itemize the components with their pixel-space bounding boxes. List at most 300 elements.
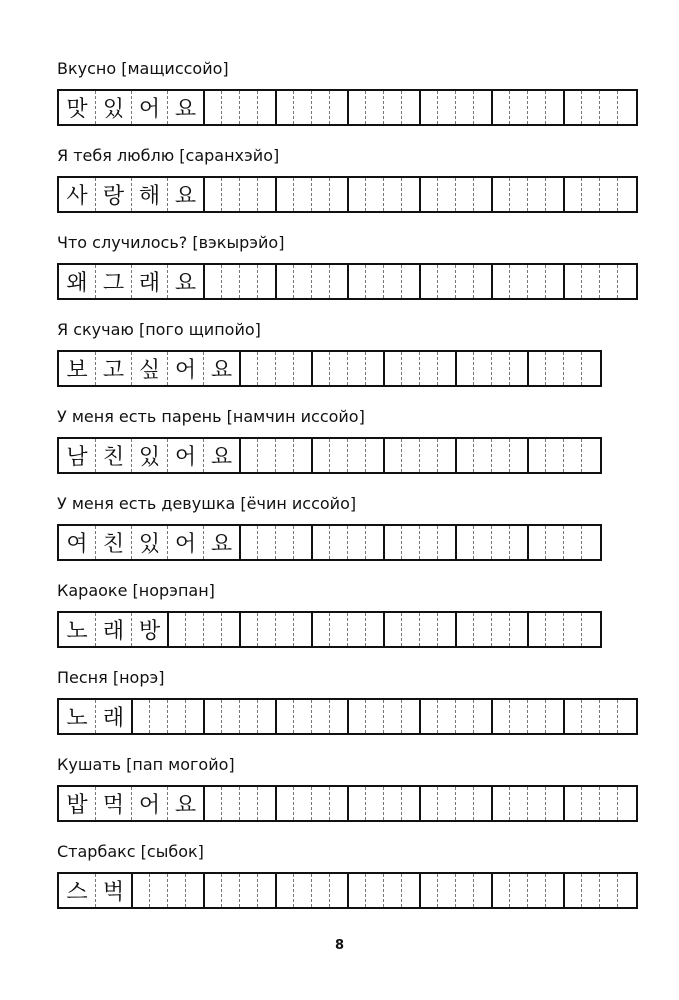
- practice-cell: [527, 526, 545, 559]
- practice-cell: [455, 787, 473, 820]
- practice-cell: [383, 178, 401, 211]
- row-label: Вкусно [мащиссойо]: [57, 59, 229, 78]
- grid-cell: [95, 178, 131, 211]
- practice-cell: [347, 265, 365, 298]
- practice-cell: [275, 526, 293, 559]
- practice-cell: [347, 613, 365, 646]
- writing-grid: [57, 611, 602, 648]
- practice-cell: [257, 265, 275, 298]
- practice-cell: [491, 700, 509, 733]
- practice-cell: [347, 178, 365, 211]
- practice-cell: [563, 91, 581, 124]
- hangul-syllable: 친: [102, 445, 125, 470]
- practice-cell: [365, 526, 383, 559]
- practice-cell: [545, 700, 563, 733]
- practice-cell: [311, 526, 329, 559]
- hangul-syllable: 요: [174, 271, 197, 296]
- practice-cell: [527, 178, 545, 211]
- practice-cell: [419, 178, 437, 211]
- practice-cell: [203, 613, 221, 646]
- practice-cell: [383, 439, 401, 472]
- practice-cell: [347, 700, 365, 733]
- practice-cell: [347, 874, 365, 907]
- practice-cell: [401, 265, 419, 298]
- grid-cell: [131, 439, 167, 472]
- grid-cell: [59, 352, 95, 385]
- practice-cell: [545, 439, 563, 472]
- hangul-syllable: 여: [66, 532, 88, 557]
- practice-cell: [293, 700, 311, 733]
- grid-cell: [59, 613, 95, 646]
- practice-cell: [419, 874, 437, 907]
- practice-cell: [185, 613, 203, 646]
- hangul-syllable: 요: [174, 793, 197, 818]
- practice-cell: [473, 613, 491, 646]
- practice-cell: [329, 787, 347, 820]
- practice-cell: [167, 874, 185, 907]
- practice-cell: [293, 178, 311, 211]
- practice-cell: [545, 526, 563, 559]
- practice-cell: [509, 700, 527, 733]
- practice-cell: [365, 352, 383, 385]
- practice-cell: [293, 526, 311, 559]
- practice-cell: [275, 700, 293, 733]
- practice-cell: [545, 874, 563, 907]
- practice-cell: [275, 352, 293, 385]
- practice-cell: [329, 265, 347, 298]
- practice-cell: [509, 613, 527, 646]
- practice-cell: [599, 787, 617, 820]
- practice-cell: [509, 439, 527, 472]
- practice-cell: [509, 352, 527, 385]
- row-label: Что случилось? [вэкырэйо]: [57, 233, 285, 252]
- practice-cell: [419, 526, 437, 559]
- practice-cell: [473, 178, 491, 211]
- grid-cell: [95, 874, 131, 907]
- practice-cell: [131, 700, 149, 733]
- practice-cell: [437, 700, 455, 733]
- grid-cell: [59, 91, 95, 124]
- grid-cell: [131, 526, 167, 559]
- practice-cell: [275, 265, 293, 298]
- hangul-syllable: 요: [210, 445, 233, 470]
- practice-cell: [365, 265, 383, 298]
- hangul-syllable: 노: [66, 706, 88, 731]
- practice-cell: [383, 787, 401, 820]
- practice-cell: [239, 91, 257, 124]
- practice-cell: [293, 874, 311, 907]
- practice-cell: [257, 178, 275, 211]
- grid-cell: [203, 352, 239, 385]
- grid-cell: [95, 613, 131, 646]
- grid-cell: [59, 526, 95, 559]
- practice-cell: [221, 787, 239, 820]
- practice-cell: [383, 700, 401, 733]
- practice-cell: [311, 613, 329, 646]
- practice-cell: [401, 700, 419, 733]
- writing-grid: [57, 350, 602, 387]
- practice-cell: [239, 439, 257, 472]
- practice-cell: [365, 178, 383, 211]
- practice-cell: [473, 91, 491, 124]
- practice-cell: [491, 526, 509, 559]
- practice-cell: [437, 352, 455, 385]
- grid-cell: [95, 787, 131, 820]
- practice-cell: [203, 700, 221, 733]
- practice-cell: [491, 787, 509, 820]
- practice-cell: [581, 700, 599, 733]
- practice-cell: [509, 265, 527, 298]
- hangul-syllable: 래: [138, 271, 161, 296]
- practice-cell: [509, 526, 527, 559]
- practice-cell: [581, 526, 599, 559]
- hangul-syllable: 그: [102, 271, 125, 296]
- practice-cell: [203, 178, 221, 211]
- row-label: Караоке [норэпан]: [57, 581, 215, 600]
- hangul-syllable: 먹: [102, 793, 125, 818]
- practice-cell: [455, 91, 473, 124]
- hangul-syllable: 요: [174, 184, 197, 209]
- practice-cell: [563, 787, 581, 820]
- practice-cell: [329, 352, 347, 385]
- hangul-syllable: 왜: [66, 271, 88, 296]
- practice-cell: [509, 178, 527, 211]
- practice-cell: [347, 352, 365, 385]
- practice-cell: [527, 874, 545, 907]
- writing-grid: [57, 698, 638, 735]
- hangul-syllable: 어: [174, 358, 197, 383]
- grid-cell: [203, 439, 239, 472]
- practice-cell: [581, 178, 599, 211]
- row-label: Старбакс [сыбок]: [57, 842, 204, 861]
- hangul-syllable: 보: [66, 358, 88, 383]
- grid-cell: [203, 526, 239, 559]
- practice-cell: [401, 874, 419, 907]
- grid-cell: [167, 178, 203, 211]
- practice-cell: [329, 874, 347, 907]
- practice-cell: [311, 265, 329, 298]
- hangul-syllable: 래: [102, 706, 125, 731]
- practice-cell: [383, 352, 401, 385]
- practice-cell: [275, 874, 293, 907]
- practice-cell: [617, 265, 635, 298]
- practice-cell: [437, 787, 455, 820]
- practice-cell: [545, 613, 563, 646]
- hangul-syllable: 어: [174, 532, 197, 557]
- practice-cell: [455, 874, 473, 907]
- practice-cell: [185, 700, 203, 733]
- practice-cell: [473, 526, 491, 559]
- practice-cell: [239, 265, 257, 298]
- practice-cell: [365, 613, 383, 646]
- practice-cell: [167, 613, 185, 646]
- practice-cell: [617, 700, 635, 733]
- practice-cell: [221, 265, 239, 298]
- practice-cell: [491, 91, 509, 124]
- practice-cell: [365, 700, 383, 733]
- practice-cell: [149, 874, 167, 907]
- practice-cell: [491, 352, 509, 385]
- practice-cell: [437, 613, 455, 646]
- hangul-syllable: 고: [102, 358, 125, 383]
- hangul-syllable: 랑: [102, 184, 125, 209]
- practice-cell: [509, 874, 527, 907]
- row-label: У меня есть парень [намчин иссойо]: [57, 407, 365, 426]
- practice-cell: [365, 787, 383, 820]
- hangul-syllable: 어: [138, 793, 161, 818]
- practice-cell: [437, 265, 455, 298]
- practice-cell: [473, 700, 491, 733]
- practice-cell: [599, 700, 617, 733]
- practice-cell: [563, 265, 581, 298]
- practice-cell: [257, 787, 275, 820]
- hangul-syllable: 있: [138, 445, 161, 470]
- grid-cell: [95, 439, 131, 472]
- practice-cell: [437, 91, 455, 124]
- hangul-syllable: 있: [102, 97, 125, 122]
- practice-cell: [581, 352, 599, 385]
- practice-cell: [293, 352, 311, 385]
- practice-cell: [401, 787, 419, 820]
- row-label: Песня [норэ]: [57, 668, 165, 687]
- practice-cell: [419, 265, 437, 298]
- practice-cell: [437, 439, 455, 472]
- hangul-syllable: 밥: [66, 793, 88, 818]
- practice-cell: [221, 91, 239, 124]
- practice-cell: [365, 91, 383, 124]
- practice-cell: [455, 526, 473, 559]
- practice-cell: [329, 439, 347, 472]
- practice-cell: [275, 178, 293, 211]
- practice-cell: [491, 439, 509, 472]
- practice-cell: [617, 91, 635, 124]
- hangul-syllable: 해: [138, 184, 161, 209]
- practice-cell: [383, 265, 401, 298]
- grid-cell: [131, 787, 167, 820]
- practice-cell: [311, 178, 329, 211]
- practice-cell: [509, 787, 527, 820]
- writing-grid: [57, 176, 638, 213]
- practice-cell: [599, 265, 617, 298]
- grid-cell: [167, 439, 203, 472]
- writing-grid: [57, 872, 638, 909]
- practice-cell: [239, 700, 257, 733]
- practice-cell: [527, 700, 545, 733]
- practice-cell: [347, 439, 365, 472]
- practice-cell: [185, 874, 203, 907]
- practice-cell: [491, 265, 509, 298]
- practice-cell: [131, 874, 149, 907]
- hangul-syllable: 요: [174, 97, 197, 122]
- practice-cell: [527, 91, 545, 124]
- grid-cell: [131, 265, 167, 298]
- practice-cell: [563, 526, 581, 559]
- practice-cell: [311, 352, 329, 385]
- practice-cell: [473, 265, 491, 298]
- practice-cell: [419, 613, 437, 646]
- writing-grid: [57, 89, 638, 126]
- practice-cell: [203, 874, 221, 907]
- practice-cell: [347, 787, 365, 820]
- practice-cell: [527, 613, 545, 646]
- hangul-syllable: 있: [138, 532, 161, 557]
- practice-cell: [383, 91, 401, 124]
- practice-cell: [329, 526, 347, 559]
- practice-cell: [329, 700, 347, 733]
- practice-cell: [473, 787, 491, 820]
- practice-cell: [401, 91, 419, 124]
- practice-cell: [437, 178, 455, 211]
- practice-cell: [563, 700, 581, 733]
- practice-cell: [581, 439, 599, 472]
- practice-cell: [545, 787, 563, 820]
- practice-cell: [257, 874, 275, 907]
- practice-cell: [203, 787, 221, 820]
- practice-cell: [329, 613, 347, 646]
- writing-grid: [57, 524, 602, 561]
- practice-cell: [401, 526, 419, 559]
- practice-cell: [275, 787, 293, 820]
- practice-cell: [149, 700, 167, 733]
- grid-cell: [59, 439, 95, 472]
- hangul-syllable: 사: [66, 184, 88, 209]
- practice-cell: [473, 439, 491, 472]
- practice-cell: [221, 613, 239, 646]
- grid-cell: [167, 352, 203, 385]
- practice-cell: [455, 178, 473, 211]
- practice-cell: [581, 613, 599, 646]
- practice-cell: [257, 439, 275, 472]
- practice-cell: [239, 352, 257, 385]
- practice-cell: [491, 874, 509, 907]
- practice-cell: [329, 91, 347, 124]
- practice-cell: [599, 874, 617, 907]
- practice-cell: [563, 178, 581, 211]
- practice-cell: [473, 352, 491, 385]
- practice-cell: [365, 874, 383, 907]
- practice-cell: [419, 700, 437, 733]
- practice-cell: [527, 352, 545, 385]
- practice-cell: [617, 874, 635, 907]
- practice-cell: [311, 439, 329, 472]
- practice-cell: [419, 91, 437, 124]
- practice-cell: [581, 265, 599, 298]
- page-number: 8: [334, 938, 345, 953]
- grid-cell: [131, 91, 167, 124]
- practice-cell: [527, 265, 545, 298]
- practice-cell: [221, 178, 239, 211]
- practice-cell: [221, 700, 239, 733]
- practice-cell: [239, 178, 257, 211]
- practice-cell: [383, 526, 401, 559]
- practice-cell: [311, 700, 329, 733]
- grid-cell: [167, 265, 203, 298]
- hangul-syllable: 어: [138, 97, 161, 122]
- practice-cell: [167, 700, 185, 733]
- writing-grid: [57, 263, 638, 300]
- practice-cell: [257, 700, 275, 733]
- practice-cell: [581, 91, 599, 124]
- practice-cell: [455, 439, 473, 472]
- grid-cell: [59, 265, 95, 298]
- practice-cell: [545, 265, 563, 298]
- practice-cell: [563, 352, 581, 385]
- practice-cell: [401, 178, 419, 211]
- practice-cell: [419, 352, 437, 385]
- grid-cell: [95, 700, 131, 733]
- practice-cell: [545, 352, 563, 385]
- practice-cell: [473, 874, 491, 907]
- grid-cell: [59, 874, 95, 907]
- practice-cell: [563, 613, 581, 646]
- practice-cell: [563, 874, 581, 907]
- practice-cell: [239, 526, 257, 559]
- practice-cell: [401, 613, 419, 646]
- practice-cell: [239, 874, 257, 907]
- hangul-syllable: 벅: [102, 880, 125, 905]
- row-label: У меня есть девушка [ёчин иссойо]: [57, 494, 357, 513]
- practice-cell: [347, 91, 365, 124]
- practice-cell: [545, 91, 563, 124]
- practice-cell: [527, 787, 545, 820]
- grid-cell: [95, 91, 131, 124]
- hangul-syllable: 스: [66, 880, 88, 905]
- practice-cell: [293, 613, 311, 646]
- hangul-syllable: 어: [174, 445, 197, 470]
- practice-cell: [293, 439, 311, 472]
- practice-cell: [527, 439, 545, 472]
- practice-cell: [239, 787, 257, 820]
- practice-cell: [347, 526, 365, 559]
- hangul-syllable: 요: [210, 532, 233, 557]
- practice-cell: [221, 874, 239, 907]
- practice-cell: [257, 91, 275, 124]
- practice-cell: [599, 91, 617, 124]
- practice-cell: [257, 526, 275, 559]
- practice-cell: [455, 613, 473, 646]
- practice-cell: [365, 439, 383, 472]
- practice-cell: [437, 526, 455, 559]
- practice-cell: [581, 787, 599, 820]
- practice-cell: [275, 439, 293, 472]
- practice-cell: [293, 265, 311, 298]
- practice-cell: [455, 352, 473, 385]
- grid-cell: [95, 352, 131, 385]
- practice-cell: [383, 874, 401, 907]
- practice-cell: [311, 874, 329, 907]
- hangul-syllable: 남: [66, 445, 88, 470]
- practice-cell: [311, 91, 329, 124]
- hangul-syllable: 노: [66, 619, 88, 644]
- practice-cell: [419, 787, 437, 820]
- practice-cell: [203, 91, 221, 124]
- practice-cell: [401, 439, 419, 472]
- grid-cell: [131, 178, 167, 211]
- writing-grid: [57, 437, 602, 474]
- row-label: Кушать [пап могойо]: [57, 755, 235, 774]
- practice-cell: [419, 439, 437, 472]
- practice-cell: [293, 91, 311, 124]
- practice-cell: [491, 613, 509, 646]
- grid-cell: [59, 700, 95, 733]
- grid-cell: [95, 265, 131, 298]
- grid-cell: [131, 613, 167, 646]
- practice-cell: [275, 613, 293, 646]
- practice-cell: [599, 178, 617, 211]
- practice-cell: [455, 700, 473, 733]
- grid-cell: [167, 91, 203, 124]
- practice-cell: [401, 352, 419, 385]
